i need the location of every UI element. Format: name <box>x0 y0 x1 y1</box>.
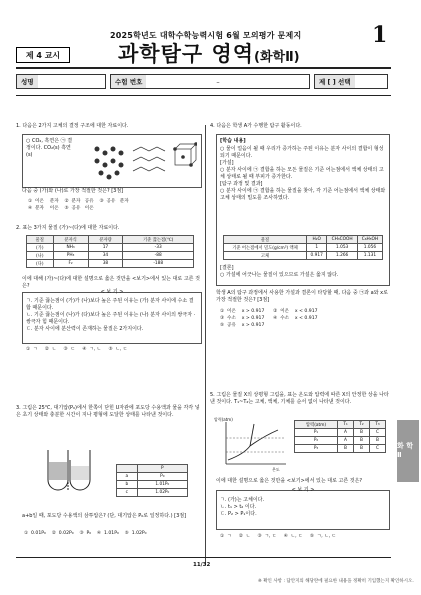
q4-cell: 1.056 <box>357 244 382 252</box>
q1-ask: 다음 중 (가)와 (나)로 가장 적절한 것은? [3점] <box>22 188 124 194</box>
table-row <box>295 429 386 437</box>
q2-bogi-text: ㄱ. 기준 끓는점이 (가)가 (나)보다 높은 주된 이유는 (가) 분자 사이에 수소 결합 때문이다. ㄴ. 기준 끓는점이 (나)가 (다)보다 높은 주된 이유는 (나) 분자 사이의 쌍극자 · 쌍극자 힘 때문이다. ㄷ. 분자 사이에 분산력이 존재하는 물질은 2가지이다. <box>26 298 196 332</box>
q2-cell: (나) <box>27 252 54 260</box>
q4-cell: 1.266 <box>327 252 358 260</box>
question-2 <box>16 225 201 232</box>
q4-table <box>223 235 383 260</box>
q2-stem: 2. 표는 3가지 물질 (가)~(다)에 대한 자료이다. <box>16 225 120 231</box>
q2-header-cell: 기준 끓는점(℃) <box>123 236 194 244</box>
name-field[interactable] <box>16 74 106 89</box>
q5-bogi-text: ㄱ. (가)는 고체이다. ㄴ. t₁ > t₂ 이다. ㄷ. P₂ > P₁이다. <box>220 497 265 517</box>
q5-cell: B <box>354 445 370 453</box>
q1-choices[interactable]: ① 이온 분자 ② 분자 공유 ③ 공유 분자 ④ 분자 이온 ⑤ 공유 이온 <box>28 199 129 211</box>
q5-stem: 5. 그림은 물질 X의 상평형 그림을, 표는 온도와 압력에 따른 X의 안정한 상을 나타낸 것이다. T₁~T₂는 고체, 액체, 기체를 순서 없이 나타낸 것이다. <box>210 392 389 405</box>
q4-choices[interactable]: ① 이온 x > 0.917 ② 이온 x < 0.917 ③ 수소 x > 0.917 ④ 수소 x < 0.917 ⑤ 공유 x > 0.917 <box>220 309 318 328</box>
q3-cell: b <box>117 481 138 489</box>
q3-choices[interactable]: ① 0.01P₀ ② 0.02P₀ ③ P₀ ④ 1.01P₀ ⑤ 1.02P₀ <box>24 531 147 536</box>
q3-cell: a <box>117 473 138 481</box>
table-row <box>27 260 194 268</box>
q4-header-cell: CH₃COOH <box>327 236 358 244</box>
table-row <box>117 481 188 489</box>
q1-crystal-diagrams <box>89 139 197 183</box>
q2-choices[interactable]: ① ㄱ ② ㄴ ③ ㄷ ④ ㄱ, ㄴ ⑤ ㄴ, ㄷ <box>26 347 128 352</box>
q2-cell: F₂ <box>53 260 88 268</box>
subject-title-main: 과학탐구 영역 <box>118 42 255 66</box>
question-4 <box>210 123 390 130</box>
q4-box-lines: ○ 물이 얼음이 될 때 우리가 증가하는 주된 이유는 분자 사이의 결합이 형성되기 때문이다. [가설] ○ 분자 사이에 ㉠ 결합을 하는 모든 물질은 기준 어는점에서 액체 상태의 고체 상태로 될 때 부피가 증가한다. [탐구 과정 및 결과] ○ 분자 사이에 ㉠ 결합을 하는 물질을 찾아, 각 기준 어는점에서 액체 상태와 고체 상태의 밀도를 조사하였다. <box>220 146 386 201</box>
q4-header-cell: 물질 <box>224 236 307 244</box>
table-row <box>27 244 194 252</box>
q5-cell: B <box>354 437 370 445</box>
q4-header-cell: C₆H₅OH <box>357 236 382 244</box>
q5-header-cell: T₁ <box>338 421 354 429</box>
q3-header-cell <box>117 465 138 473</box>
id-field[interactable] <box>110 74 310 89</box>
q3-u-tube-diagram <box>40 446 100 498</box>
q2-bogi-title: < 보 기 > <box>100 289 124 295</box>
q2-cell: 34 <box>88 252 123 260</box>
table-row <box>295 445 386 453</box>
q5-cell: P₂ <box>295 437 338 445</box>
q1-labels: ○ CO₂, 흑연은 ㉠ 결정이다. CO₂(s) 흑연(s) <box>26 138 73 158</box>
q4-cell: 1 <box>307 244 327 252</box>
q2-ask: 이에 대해 (가)~(다)에 대한 설명으로 옳은 것만을 <보기>에서 있는 대로 고른 것은? <box>22 276 200 289</box>
q1-figure-box <box>22 134 202 188</box>
q4-cell: 0.917 <box>307 252 327 260</box>
q4-ask: 학생 A의 탐구 과정에서 사용한 가설과 결론이 타당할 때, 다음 중 ㉠과 a와 x로 가장 적절한 것은? [3점] <box>216 290 388 303</box>
q5-cell: B <box>354 429 370 437</box>
q5-choices[interactable]: ① ㄱ ② ㄴ ③ ㄱ, ㄷ ④ ㄴ, ㄷ ⑤ ㄱ, ㄴ, ㄷ <box>220 534 337 539</box>
info-rule <box>16 95 391 96</box>
q3-table <box>116 464 188 497</box>
q2-cell: -188 <box>123 260 194 268</box>
q3-stem: 3. 그림은 25℃, 대기압(P₀)에서 한쪽이 닫힌 U자관에 포도당 수용액과 물을 각각 넣은 초기 상태와 충분한 시간이 지나 평형에 도달한 상태를 나타낸 것이다. <box>16 405 200 418</box>
q5-cell: B <box>338 445 354 453</box>
q3-cell: 1.02P₀ <box>137 489 187 497</box>
column-divider <box>205 125 206 565</box>
q5-cell: A <box>338 437 354 445</box>
q3-ask: a+b일 때, 포도당 수용액의 삼투압은? (단, 대기압은 P₀로 일정하다.) [3점] <box>22 513 187 519</box>
q5-bogi-box <box>216 487 390 530</box>
select-field[interactable] <box>314 74 388 89</box>
info-bar <box>16 74 388 87</box>
id-dash: – <box>216 77 220 86</box>
q5-table <box>294 420 386 453</box>
table-row <box>27 252 194 260</box>
footer-notice: ※ 확인 사항 : 답안지의 해당란에 필요한 내용을 정확히 기입했는지 확인하시오. <box>258 579 414 584</box>
q5-ask: 이에 대한 설명으로 옳은 것만을 <보기>에서 있는 대로 고른 것은? <box>216 478 363 484</box>
q4-cell: 기준 어는점에서 밀도(g/cm³) 액체 <box>224 244 307 252</box>
q5-cell: P₃ <box>295 445 338 453</box>
q4-box-title: [학습 내용] <box>220 138 246 144</box>
question-3 <box>16 405 201 419</box>
page-number: 1 <box>372 22 388 48</box>
subject-title <box>118 38 300 68</box>
q2-cell: PH₃ <box>53 252 88 260</box>
q2-cell: 17 <box>88 244 123 252</box>
subject-title-sub: (화학Ⅱ) <box>254 50 300 65</box>
q3-header-cell: P <box>137 465 187 473</box>
q4-cell: 1.131 <box>357 252 382 260</box>
q4-stem: 4. 다음은 학생 A가 수행한 탐구 활동이다. <box>210 123 302 129</box>
q5-cell: P₁ <box>295 429 338 437</box>
q3-cell: P₀ <box>137 473 187 481</box>
q2-table <box>26 235 194 268</box>
header-rule <box>16 67 391 69</box>
q5-header-cell: T₃ <box>369 421 385 429</box>
page-footer-number: 11/32 <box>193 562 211 568</box>
q2-header-cell: 물질 <box>27 236 54 244</box>
subject-side-tab: 화 학 Ⅱ <box>397 420 419 482</box>
q4-activity-box <box>216 134 390 286</box>
q2-header-cell: 분자식 <box>53 236 88 244</box>
q5-cell: A <box>338 429 354 437</box>
q4-cell: 1.053 <box>327 244 358 252</box>
q5-bogi-title: < 보 기 > <box>291 487 315 493</box>
table-row <box>295 437 386 445</box>
q5-cell: C <box>369 429 385 437</box>
q2-bogi-box <box>22 289 202 344</box>
q5-header-cell: T₂ <box>354 421 370 429</box>
q2-cell: NH₃ <box>53 244 88 252</box>
table-row <box>117 473 188 481</box>
q3-cell: c <box>117 489 138 497</box>
select-label: 제 [ ] 선택 <box>315 75 355 88</box>
exam-title: 2025학년도 대학수학능력시험 6월 모의평가 문제지 <box>110 31 302 40</box>
q2-cell: -88 <box>123 252 194 260</box>
q2-cell: (가) <box>27 244 54 252</box>
q5-cell: B <box>369 437 385 445</box>
table-row <box>117 489 188 497</box>
table-row <box>224 244 383 252</box>
question-5 <box>210 392 390 406</box>
q2-cell: -33 <box>123 244 194 252</box>
q5-x-axis-label: 온도 <box>272 467 280 472</box>
q2-cell: (다) <box>27 260 54 268</box>
q5-y-axis-label: 압력(atm) <box>214 417 233 422</box>
q4-header-cell: H₂O <box>307 236 327 244</box>
q5-header-cell: 압력(atm) <box>295 421 338 429</box>
q2-header-cell: 분자량 <box>88 236 123 244</box>
id-label: 수험 번호 <box>111 75 146 88</box>
q5-phase-diagram <box>218 418 288 470</box>
table-row <box>224 252 383 260</box>
question-1 <box>16 123 201 130</box>
q1-stem: 1. 다음은 2가지 고체의 결정 구조에 대한 자료이다. <box>16 123 129 129</box>
session-badge: 제 4 교시 <box>16 47 70 63</box>
q3-cell: 1.01P₀ <box>137 481 187 489</box>
q2-cell: 38 <box>88 260 123 268</box>
q4-conclusion: [결론] ○ 가설에 어긋나는 물질이 있으므로 가설은 옳지 않다. <box>220 265 339 278</box>
footer-rule <box>16 557 391 558</box>
name-label: 성명 <box>17 75 38 88</box>
q5-cell: C <box>369 445 385 453</box>
q4-cell: 고체 <box>224 252 307 260</box>
